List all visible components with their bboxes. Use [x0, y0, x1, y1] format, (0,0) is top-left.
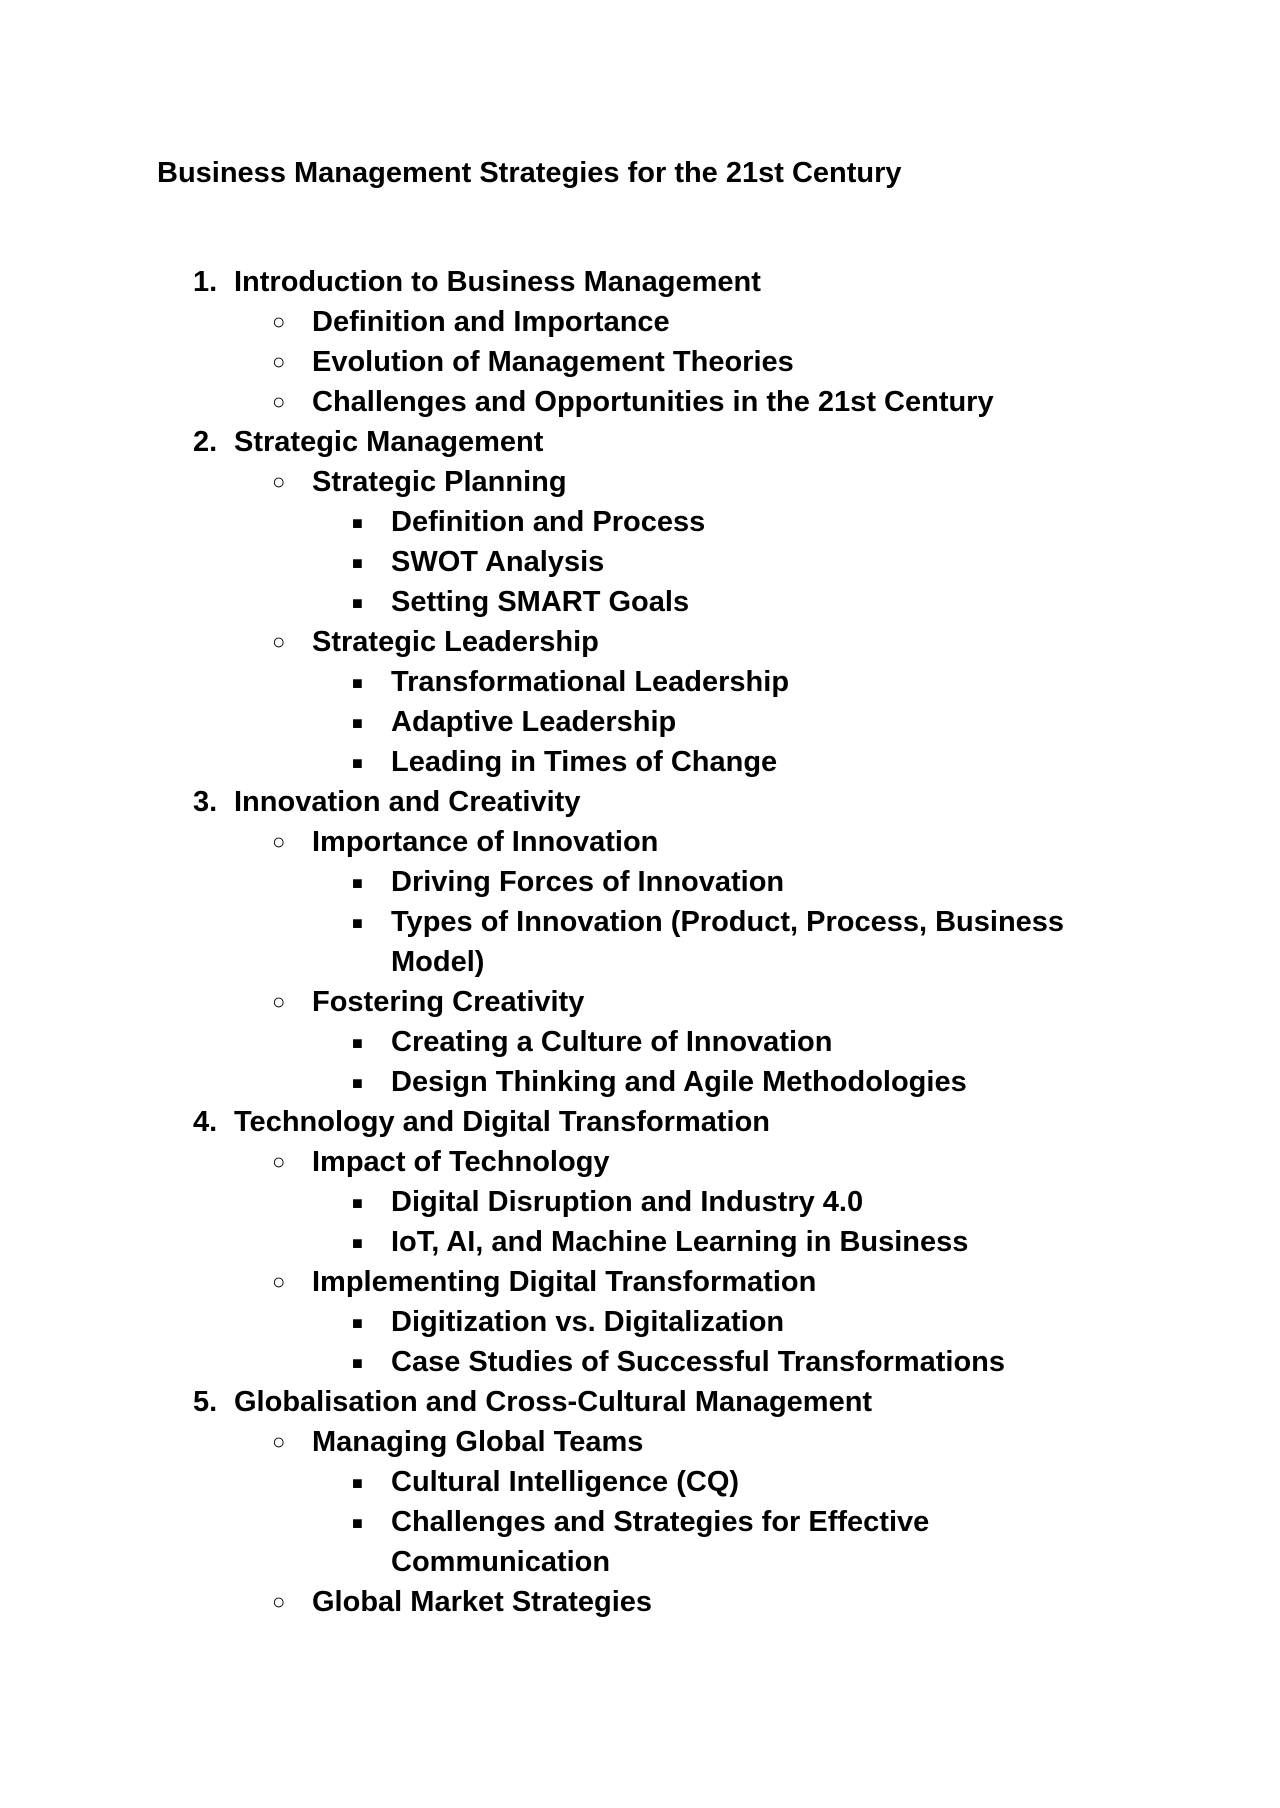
outline-item-level-3: [0, 582, 1280, 622]
hollow-circle-bullet-icon: ○: [272, 989, 286, 1014]
outline-item-text: Fostering Creativity: [312, 986, 585, 1018]
outline-item-text: SWOT Analysis: [391, 546, 605, 578]
outline-item-level-3: [0, 702, 1280, 742]
outline-item-text: Innovation and Creativity: [234, 786, 581, 818]
hollow-circle-bullet-icon: ○: [272, 349, 286, 374]
outline-item-text: Leading in Times of Change: [391, 746, 778, 778]
outline-item-level-2: [0, 1262, 1280, 1302]
filled-square-bullet-icon: ■: [352, 1233, 363, 1253]
outline-item-level-2: [0, 822, 1280, 862]
outline-item-text: IoT, AI, and Machine Learning in Business: [391, 1226, 969, 1258]
filled-square-bullet-icon: ■: [352, 673, 363, 693]
hollow-circle-bullet-icon: ○: [272, 1149, 286, 1174]
outline-item-text: Challenges and Strategies for Effective Communication: [391, 1506, 930, 1578]
filled-square-bullet-icon: ■: [352, 1033, 363, 1053]
outline-number: 1.: [193, 266, 218, 298]
filled-square-bullet-icon: ■: [352, 1073, 363, 1093]
outline-item-level-2: [0, 1582, 1280, 1622]
outline-item-level-1: [0, 782, 1280, 822]
filled-square-bullet-icon: ■: [352, 513, 363, 533]
hollow-circle-bullet-icon: ○: [272, 1589, 286, 1614]
outline-item-text: Transformational Leadership: [391, 666, 790, 698]
outline-item-text: Global Market Strategies: [312, 1586, 653, 1618]
outline-item-text: Types of Innovation (Product, Process, Business Model): [391, 906, 1065, 978]
outline-item-level-2: [0, 302, 1280, 342]
outline-item-level-3: [0, 902, 1280, 982]
outline-item-text: Evolution of Management Theories: [312, 346, 794, 378]
outline-item-text: Creating a Culture of Innovation: [391, 1026, 833, 1058]
filled-square-bullet-icon: ■: [352, 553, 363, 573]
outline-item-level-2: [0, 622, 1280, 662]
outline-item-level-2: [0, 342, 1280, 382]
outline-item-level-1: [0, 1102, 1280, 1142]
outline-item-text: Case Studies of Successful Transformations: [391, 1346, 1006, 1378]
outline-item-level-1: [0, 422, 1280, 462]
outline-item-text: Technology and Digital Transformation: [234, 1106, 771, 1138]
filled-square-bullet-icon: ■: [352, 913, 363, 933]
outline-item-level-3: [0, 1342, 1280, 1382]
outline-list: [0, 262, 1280, 1622]
outline-item-level-3: [0, 1222, 1280, 1262]
outline-item-text: Setting SMART Goals: [391, 586, 690, 618]
outline-item-text: Strategic Planning: [312, 466, 567, 498]
outline-item-level-3: [0, 1502, 1280, 1582]
outline-item-level-2: [0, 462, 1280, 502]
outline-item-level-2: [0, 1142, 1280, 1182]
outline-item-level-3: [0, 1302, 1280, 1342]
hollow-circle-bullet-icon: ○: [272, 309, 286, 334]
outline-item-text: Strategic Management: [234, 426, 544, 458]
outline-item-text: Globalisation and Cross-Cultural Management: [234, 1386, 873, 1418]
outline-item-level-3: [0, 1182, 1280, 1222]
filled-square-bullet-icon: ■: [352, 713, 363, 733]
outline-item-text: Digital Disruption and Industry 4.0: [391, 1186, 864, 1218]
hollow-circle-bullet-icon: ○: [272, 629, 286, 654]
outline-item-level-3: [0, 502, 1280, 542]
hollow-circle-bullet-icon: ○: [272, 469, 286, 494]
filled-square-bullet-icon: ■: [352, 1353, 363, 1373]
hollow-circle-bullet-icon: ○: [272, 829, 286, 854]
outline-item-text: Introduction to Business Management: [234, 266, 761, 298]
outline-number: 5.: [193, 1386, 218, 1418]
outline-item-level-1: [0, 262, 1280, 302]
outline-item-level-3: [0, 1062, 1280, 1102]
outline-item-level-3: [0, 662, 1280, 702]
hollow-circle-bullet-icon: ○: [272, 1429, 286, 1454]
outline-item-text: Strategic Leadership: [312, 626, 599, 658]
outline-number: 2.: [193, 426, 218, 458]
filled-square-bullet-icon: ■: [352, 593, 363, 613]
outline-item-text: Implementing Digital Transformation: [312, 1266, 817, 1298]
document-title: Business Management Strategies for the 21st Century: [157, 157, 902, 189]
outline-item-text: Digitization vs. Digitalization: [391, 1306, 785, 1338]
filled-square-bullet-icon: ■: [352, 1193, 363, 1213]
outline-number: 3.: [193, 786, 218, 818]
filled-square-bullet-icon: ■: [352, 1313, 363, 1333]
outline-item-level-2: [0, 1422, 1280, 1462]
outline-item-level-3: [0, 542, 1280, 582]
outline-item-text: Impact of Technology: [312, 1146, 610, 1178]
outline-item-level-3: [0, 1462, 1280, 1502]
outline-item-level-1: [0, 1382, 1280, 1422]
hollow-circle-bullet-icon: ○: [272, 389, 286, 414]
outline-item-text: Managing Global Teams: [312, 1426, 644, 1458]
outline-item-level-3: [0, 742, 1280, 782]
outline-item-level-3: [0, 1022, 1280, 1062]
filled-square-bullet-icon: ■: [352, 1473, 363, 1493]
outline-item-text: Design Thinking and Agile Methodologies: [391, 1066, 967, 1098]
outline-item-text: Adaptive Leadership: [391, 706, 677, 738]
filled-square-bullet-icon: ■: [352, 873, 363, 893]
outline-item-level-2: [0, 982, 1280, 1022]
filled-square-bullet-icon: ■: [352, 753, 363, 773]
outline-item-text: Cultural Intelligence (CQ): [391, 1466, 740, 1498]
outline-item-level-3: [0, 862, 1280, 902]
outline-item-text: Importance of Innovation: [312, 826, 659, 858]
outline-number: 4.: [193, 1106, 218, 1138]
outline-item-text: Driving Forces of Innovation: [391, 866, 785, 898]
outline-item-text: Definition and Process: [391, 506, 706, 538]
outline-item-text: Definition and Importance: [312, 306, 670, 338]
outline-item-text: Challenges and Opportunities in the 21st Century: [312, 386, 994, 418]
hollow-circle-bullet-icon: ○: [272, 1269, 286, 1294]
outline-item-level-2: [0, 382, 1280, 422]
filled-square-bullet-icon: ■: [352, 1513, 363, 1533]
